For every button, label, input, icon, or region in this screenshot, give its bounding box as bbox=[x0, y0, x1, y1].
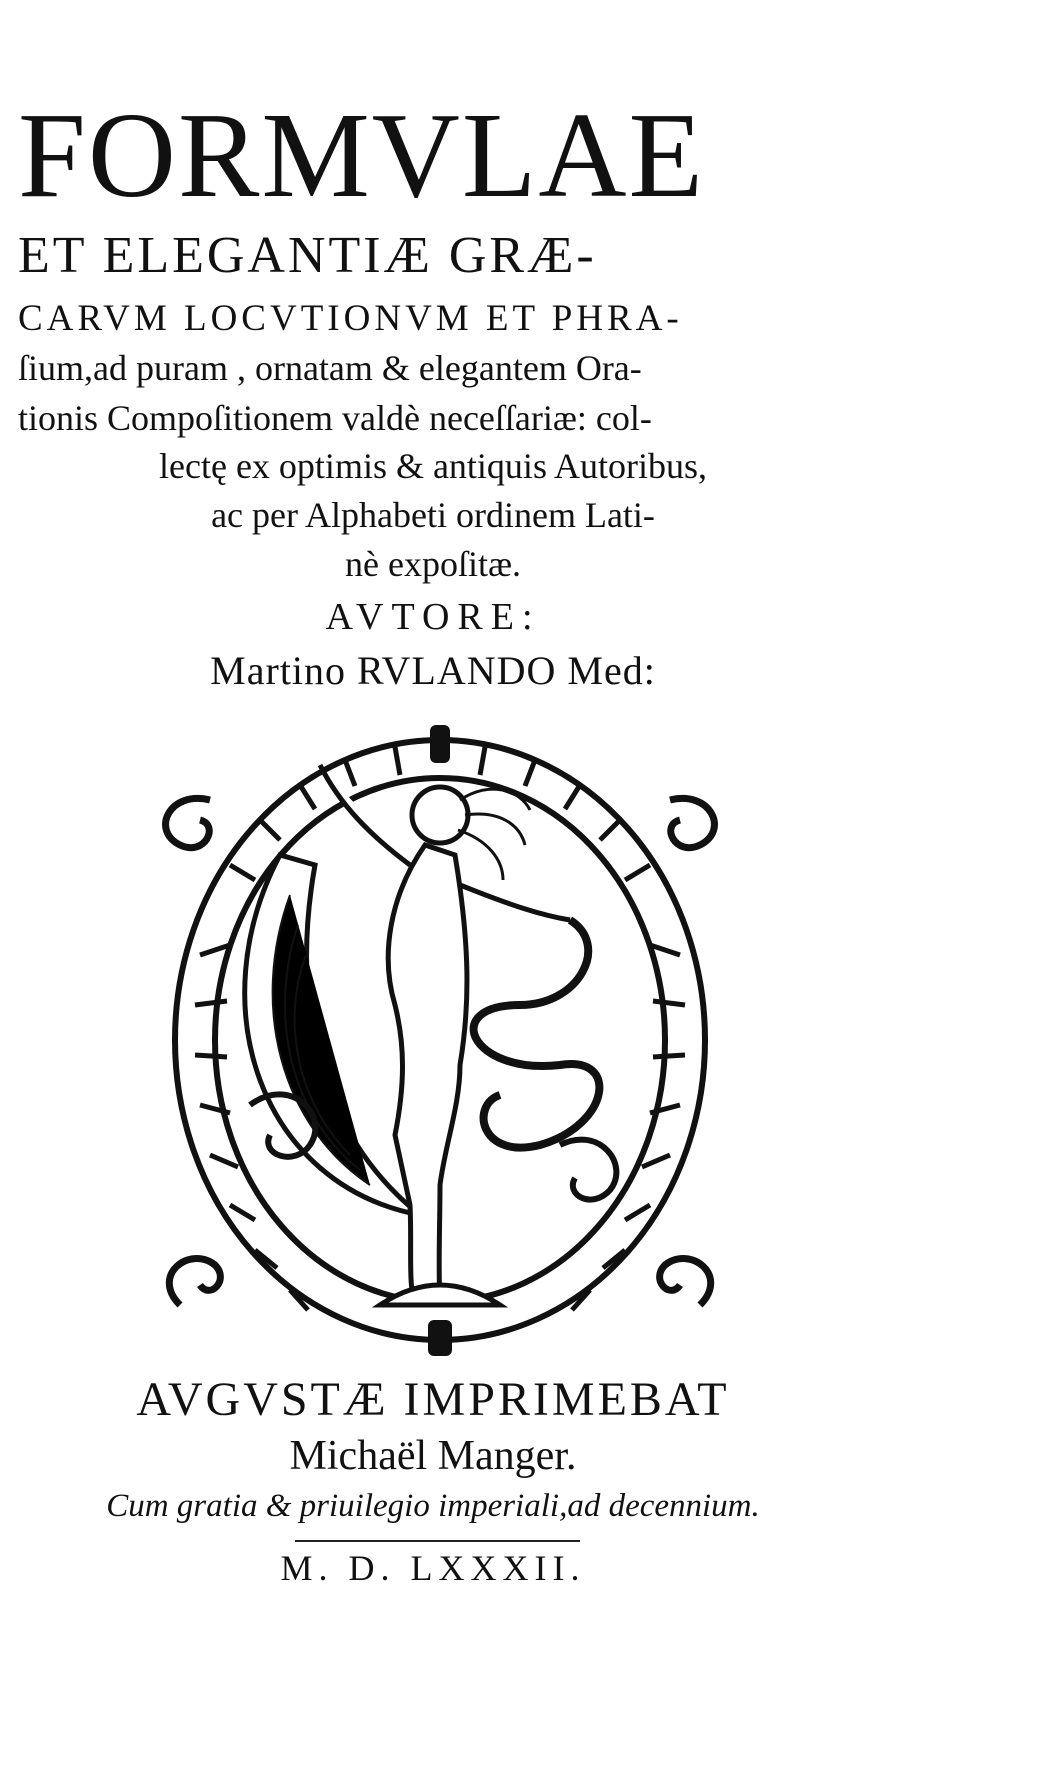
subtitle-line-3: lectę ex optimis & antiquis Autoribus, bbox=[159, 446, 707, 486]
imprint-city: AVGVSTÆ IMPRIMEBAT bbox=[136, 1373, 730, 1426]
imprint-printer: Michaël Manger. bbox=[289, 1433, 577, 1479]
author-label: AVTORE: bbox=[325, 596, 541, 638]
title-line-3: CARVM LOCVTIONVM ET PHRA- bbox=[18, 298, 683, 339]
imprint-privilege: Cum gratia & priuilegio imperiali,ad decennium. bbox=[106, 1488, 760, 1524]
title-main: FORMVLAE bbox=[18, 88, 706, 223]
imprint-date: M. D. LXXXII. bbox=[280, 1548, 586, 1588]
author-name: Martino RVLANDO Med: bbox=[210, 648, 656, 693]
date-divider bbox=[295, 1540, 580, 1542]
subtitle-line-5: nè expoſitæ. bbox=[345, 544, 521, 584]
subtitle-line-4: ac per Alphabeti ordinem Lati- bbox=[211, 495, 655, 535]
title-line-2: ET ELEGANTIÆ GRÆ- bbox=[18, 227, 597, 284]
subtitle-line-1: ſium,ad puram , ornatam & elegantem Ora- bbox=[18, 348, 642, 388]
printers-device-woodcut-icon bbox=[140, 705, 740, 1365]
subtitle-line-2: tionis Compoſitionem valdè neceſſariæ: col- bbox=[18, 398, 652, 438]
